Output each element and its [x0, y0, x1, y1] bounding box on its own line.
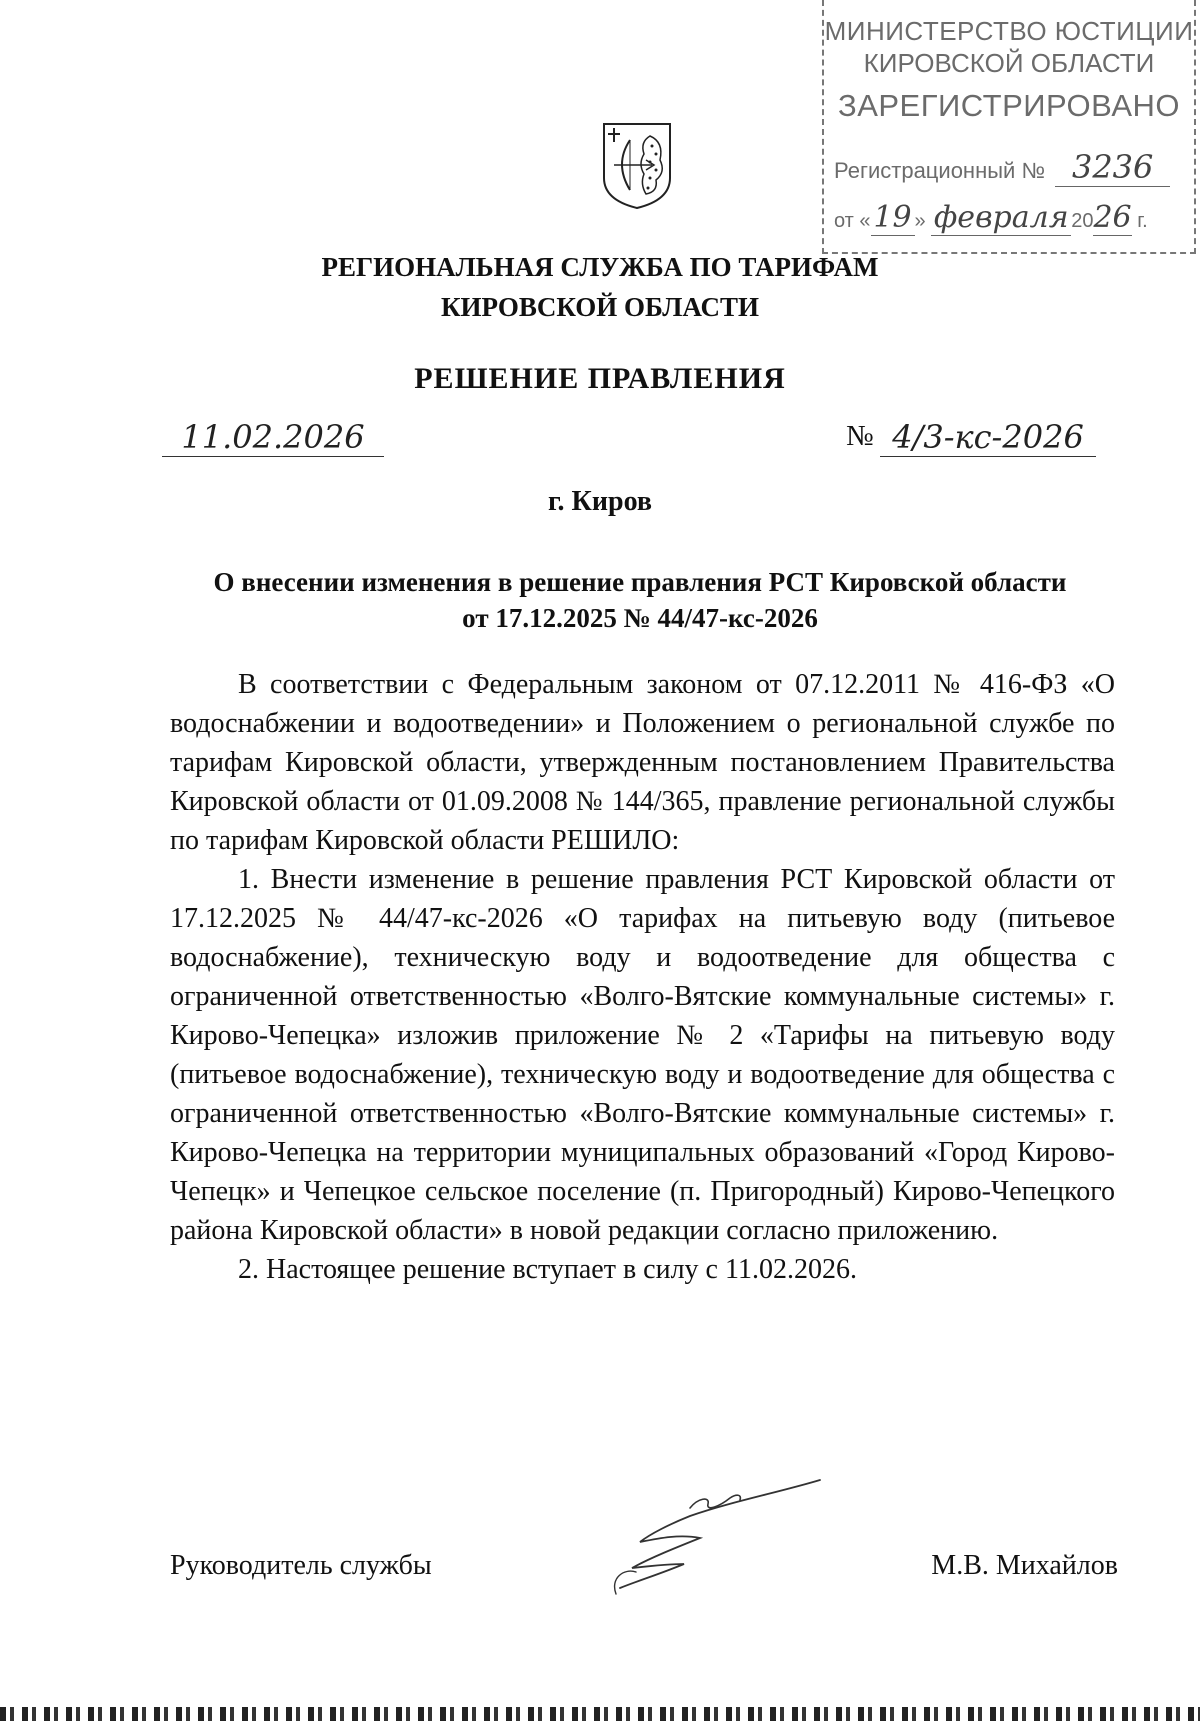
- stamp-date-row: [834, 200, 1148, 236]
- stamp-date-month: февраля: [931, 200, 1071, 236]
- org-title-line1: РЕГИОНАЛЬНАЯ СЛУЖБА ПО ТАРИФАМ: [321, 252, 879, 282]
- stamp-date-prefix: от «: [834, 210, 871, 232]
- body-item-1: 1. Внести изменение в решение правления РСТ Кировской области от 17.12.2025 № 44/47-кс-2026 «О тарифах на питьевую воду (питьевое водоснабжение), техническую воду и водоотведение для общества с ограниченной ответственностью «Волго-Вятские коммунальные системы» г. Кирово-Чепецка» изложив приложение № 2 «Тарифы на питьевую воду (питьевое водоснабжение), техническую воду и водоотведение для общества с ограниченной ответственностью «Волго-Вятские коммунальные системы» г. Кирово-Чепецка на территории муниципальных образований «Город Кирово-Чепецк» и Чепецкое сельское поселение (п. Пригородный) Кирово-Чепецкого района Кировской области» в новой редакции согласно приложению.: [170, 864, 1115, 1246]
- handwritten-signature: [580, 1468, 860, 1598]
- stamp-date-suffix: г.: [1137, 210, 1148, 232]
- stamp-reg-row: [834, 148, 1170, 187]
- stamp-date-year-prefix: 20: [1071, 210, 1094, 232]
- coat-of-arms-icon: [600, 120, 674, 212]
- stamp-date-day: 19: [871, 200, 915, 236]
- signatory-role: Руководитель службы: [170, 1550, 432, 1581]
- stamp-reg-number: 3236: [1055, 148, 1170, 187]
- scan-edge-bar: [0, 1707, 1200, 1721]
- decision-date: 11.02.2026: [162, 418, 384, 457]
- number-sign: №: [846, 420, 874, 452]
- stamp-date-mid: »: [914, 210, 926, 232]
- document-type-title: РЕШЕНИЕ ПРАВЛЕНИЯ: [414, 362, 786, 395]
- stamp-ministry-line2: КИРОВСКОЙ ОБЛАСТИ: [863, 48, 1155, 78]
- stamp-date-year-suffix: 26: [1093, 200, 1132, 235]
- registration-stamp: [822, 0, 1196, 254]
- city-line: г. Киров: [548, 486, 652, 517]
- signatory-name: М.В. Михайлов: [931, 1550, 1118, 1581]
- document-subject: О внесении изменения в решение правления РСТ Кировской области от 17.12.2025 № 44/47-кс-2026: [213, 567, 1067, 633]
- stamp-ministry-line1: МИНИСТЕРСТВО ЮСТИЦИИ: [824, 16, 1194, 46]
- body-item-2: 2. Настоящее решение вступает в силу с 11.02.2026.: [238, 1254, 857, 1285]
- body-intro-paragraph: В соответствии с Федеральным законом от 07.12.2011 № 416-ФЗ «О водоснабжении и водоотведении» и Положением о региональной службе по тарифам Кировской области, утвержденным постановлением Правительства Кировской области от 01.09.2008 № 144/365, правление региональной службы по тарифам Кировской области РЕШИЛО:: [170, 669, 1115, 856]
- decision-number: 4/3-кс-2026: [880, 418, 1096, 457]
- org-title-line2: КИРОВСКОЙ ОБЛАСТИ: [440, 292, 760, 322]
- stamp-status: ЗАРЕГИСТРИРОВАНО: [837, 88, 1180, 123]
- document-body: [170, 665, 1115, 1289]
- stamp-reg-label: Регистрационный №: [834, 158, 1046, 183]
